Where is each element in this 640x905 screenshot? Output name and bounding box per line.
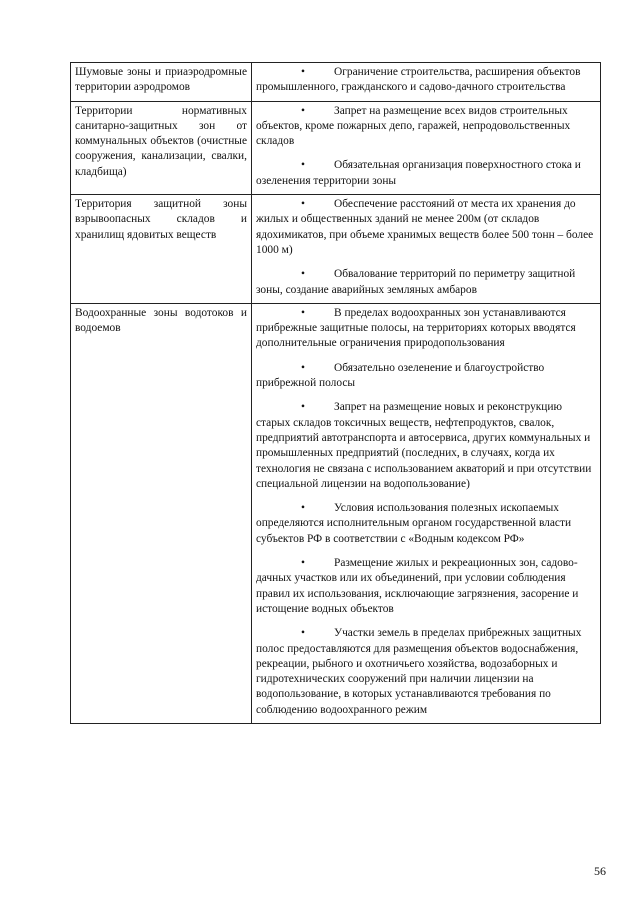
table-row [71, 63, 601, 102]
bullet-icon: • [301, 306, 305, 319]
measure-item [256, 267, 596, 298]
bullet-icon: • [301, 502, 305, 515]
measure-item [256, 626, 596, 718]
measure-text: Ограничение строительства, расширения объектов промышленного, гражданского и садово-дачного строительства [256, 66, 581, 94]
measure-text: Участки земель в пределах прибрежных защитных полос предоставляются для размещения объектов водоснабжения, рекреации, рыбного и охотничьего хозяйства, водозаборных и гидротехнических сооружений при наличии лицензии на водопользование, в которых устанавливаются требования по соблюдению водоохранного режим [256, 627, 582, 716]
zone-name-cell: Шумовые зоны и приаэродромные территории аэродромов [71, 63, 252, 102]
measure-text: В пределах водоохранных зон устанавливаются прибрежные защитные полосы, на территориях которых вводятся дополнительные ограничения природопользования [256, 306, 576, 350]
measure-item [256, 306, 596, 352]
measure-item [256, 65, 596, 96]
measure-item [256, 104, 596, 150]
zones-table [70, 62, 601, 724]
measure-item [256, 197, 596, 258]
measure-text: Размещение жилых и рекреационных зон, садово-дачных участков или их объединений, при условии соблюдения правил их использования, исключающие загрязнения, засорение и истощение водных объектов [256, 557, 579, 615]
measure-item [256, 158, 596, 189]
measures-cell [252, 195, 601, 304]
measures-cell [252, 303, 601, 723]
measure-item [256, 556, 596, 617]
table-row [71, 303, 601, 723]
zones-table-body [71, 63, 601, 724]
measure-text: Обвалование территорий по периметру защитной зоны, создание аварийных земляных амбаров [256, 268, 576, 296]
measure-item [256, 361, 596, 392]
measure-text: Обеспечение расстояний от места их хранения до жилых и общественных зданий не менее 200м (от складов ядохимикатов, при объеме хранимых веществ более 500 тонн – более 1000 м) [256, 198, 594, 256]
page-number: 56 [594, 864, 606, 878]
bullet-icon: • [301, 159, 305, 172]
bullet-icon: • [301, 401, 305, 414]
measure-item [256, 501, 596, 547]
measures-cell [252, 63, 601, 102]
bullet-icon: • [301, 557, 305, 570]
measures-cell [252, 101, 601, 194]
table-row [71, 195, 601, 304]
measure-item [256, 400, 596, 492]
bullet-icon: • [301, 104, 305, 117]
measure-text: Условия использования полезных ископаемых определяются исполнительным органом государственной власти субъектов РФ в соответствии с «Водным кодексом РФ» [256, 502, 572, 545]
measure-text: Запрет на размещение новых и реконструкцию старых складов токсичных веществ, нефтепродуктов, свалок, предприятий автотранспорта и автосервиса, других коммунальных и промышленных предприятий (последних, в случаях, когда их технология не связана с использованием акваторий и при отсутствии специальной лицензии на водопользование) [256, 401, 592, 490]
measure-text: Обязательно озеленение и благоустройство прибрежной полосы [256, 361, 545, 390]
bullet-icon: • [301, 66, 305, 78]
bullet-icon: • [301, 627, 305, 640]
zone-name-cell: Территория защитной зоны взрывоопасных складов и хранилищ ядовитых веществ [71, 195, 252, 304]
table-row [71, 101, 601, 194]
measure-text: Запрет на размещение всех видов строительных объектов, кроме пожарных депо, гаражей, непродовольственных складов [256, 104, 571, 148]
bullet-icon: • [301, 198, 305, 211]
zone-name-cell: Водоохранные зоны водотоков и водоемов [71, 303, 252, 723]
bullet-icon: • [301, 268, 305, 281]
zone-name-cell: Территории нормативных санитарно-защитных зон от коммунальных объектов (очистные сооружения, канализации, свалки, кладбища) [71, 101, 252, 194]
bullet-icon: • [301, 361, 305, 374]
measure-text: Обязательная организация поверхностного стока и озеленения территории зоны [256, 159, 581, 187]
